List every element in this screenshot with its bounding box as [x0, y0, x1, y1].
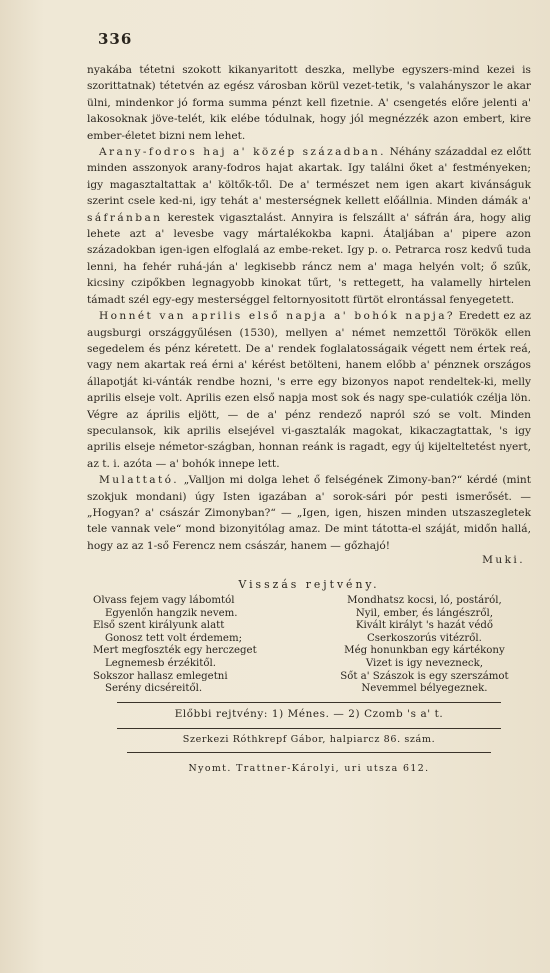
previous-riddle-answer: Előbbi rejtvény: 1) Ménes. — 2) Czomb 's a' t.	[174, 707, 444, 720]
riddle-line: Gonosz tett volt érdemem;	[105, 632, 243, 644]
article-heading-april-fools: Honnét van aprilis első napja a' bohók napja?	[99, 310, 455, 323]
riddle-line: Legnemesb érzékitől.	[105, 657, 217, 669]
riddle-line: Nevemmel bélyegeznek.	[361, 683, 488, 695]
editor-line: Szerkezi Róthkrepf Gábor, halpiarcz 86. szám.	[182, 734, 436, 746]
paragraph-april-fools	[87, 308, 531, 472]
golden-hair-text-part2: kerestek vigasztalást. Annyira is felszállt a' sáfrán ára, hogy alig lehete azt a' levesbe vagy mártalékokba kapni. Átaljában a' pipere azon századokban igen-igen elfoglalá az embe-reket. Igy p. o. Petrarca rosz kedvű tuda lenni, ha fehér ruhá-ján a' legkisebb ráncz nem a' maga helyén volt; ő szűk, kicsiny czipőkben legnagyobb kinokat tűrt, 's rettegett, ha valamelly hirtelen támadt szél egy-egy mesterséggel feltornyositott fürtöt elrontással fenyegetett.	[87, 211, 531, 306]
riddle-line: Vizet is igy nevezneck,	[365, 657, 483, 669]
article-heading-golden-hair: Arany-fodros haj a' közép században.	[99, 146, 386, 159]
article-heading-anecdote: Mulattató.	[99, 474, 180, 487]
riddle-line: Mondhatsz kocsi, ló, postáról,	[347, 595, 502, 606]
riddle-right-column	[318, 595, 531, 696]
riddle-line: Még honunkban egy kártékony	[344, 645, 505, 657]
paragraph-intro: nyakába tétetni szokott kikanyaritott deszka, mellybe egyszers-mind kezei is szorittatnak) tétetvén az egész városban körül vezet-tetik, 's valahányszor le akar ülni, mindenkor jó forma summa pénzt kell fizetnie. A' csengetés előre jelenti a' lakosoknak jöve-telét, kik elébe tódulnak, hogy jól megnézzék azon embert, kire ember-életet bizni nem lehet.	[87, 64, 531, 142]
riddle-line: Első szent királyunk alatt	[93, 620, 225, 632]
golden-hair-text-part1: Néhány századdal ez előtt minden asszonyok arany-fodros hajat akartak. Igy találni őket a' festményeken; igy magasztaltattak a' költők-től. De a' természet nem igen akart kivánságuk szerint csele ked-ni, igy tehát a' mesterségnek kellett előállnia. Minden dámák a'	[87, 146, 531, 208]
riddle-title: Visszás rejtvény.	[238, 577, 380, 591]
riddle-line: Kivált királyt 's hazát védő	[355, 620, 493, 632]
riddle-line: Sokszor hallasz emlegetni	[93, 670, 228, 682]
printer-line: Nyomt. Trattner-Károlyi, uri utsza 612.	[188, 762, 430, 774]
divider	[117, 728, 501, 729]
page-content	[87, 62, 531, 777]
page-number: 336	[98, 30, 133, 48]
riddle-line: Olvass fejem vagy lábomtól	[93, 595, 235, 606]
riddle-line: Sőt a' Szászok is egy szerszámot	[340, 670, 509, 682]
saffron-word: sáfránban	[87, 211, 163, 224]
divider	[117, 702, 501, 703]
riddle-line: Cserkoszorús vitézről.	[367, 632, 482, 644]
riddle-line: Egyenlőn hangzik nevem.	[105, 607, 238, 619]
riddle-line: Serény dicséreitől.	[105, 683, 203, 695]
paragraph-golden-hair	[87, 144, 531, 308]
riddle-line: Mert megfoszték egy herczeget	[93, 645, 257, 657]
paragraph-anecdote	[87, 472, 531, 554]
anecdote-text: „Valljon mi dolga lehet ő felségének Zimony-ban?“ kérdé (mint szokjuk mondani) úgy Isten igazában a' sorok-sári pór pesti ismerősét. — „Hogyan? a' császár Zimonyban?“ — „Igen, igen, hiszen minden utszaszegletek tele vannak vele“ mond bizonyitólag amaz. De mint tátotta-el száját, midőn hallá, hogy az az 1-ső Ferencz nem császár, hanem — gőzhajó!	[87, 474, 531, 552]
riddle-poem	[87, 595, 531, 696]
author-signature: Muki.	[482, 554, 525, 567]
riddle-line: Nyil, ember, és lángészről,	[355, 607, 494, 619]
april-fools-text: Eredett ez az augsburgi országgyűlésen (1530), mellyen a' német nemzettől Törökök ellen segedelem és pénz kéretett. De a' rendek foglalatosságaik végett nem értek reá, vagy nem akartak reá érni a' kérést betölteni, hanem előbb a' pénznek országos állapotját ki-vánták rendbe hozni, 's erre egy bizonyos napot rendeltek-ki, melly aprilis elseje volt. Aprilis ezen első napja most sok és nagy spe-culatiók czélja lön. Végre az április eljött, — de a' pénz rendező napról szó se volt. Minden speculansok, kik aprilis elsejével vi-gasztalák magokat, kikaczagtattak, 's igy aprilis elseje németor-szágban, honnan reánk is ragadt, egy új kijelteltetést nyert, az t. i. azóta — a' bohók innepe lett.	[87, 310, 532, 470]
riddle-left-column	[87, 595, 300, 696]
divider	[127, 752, 491, 753]
